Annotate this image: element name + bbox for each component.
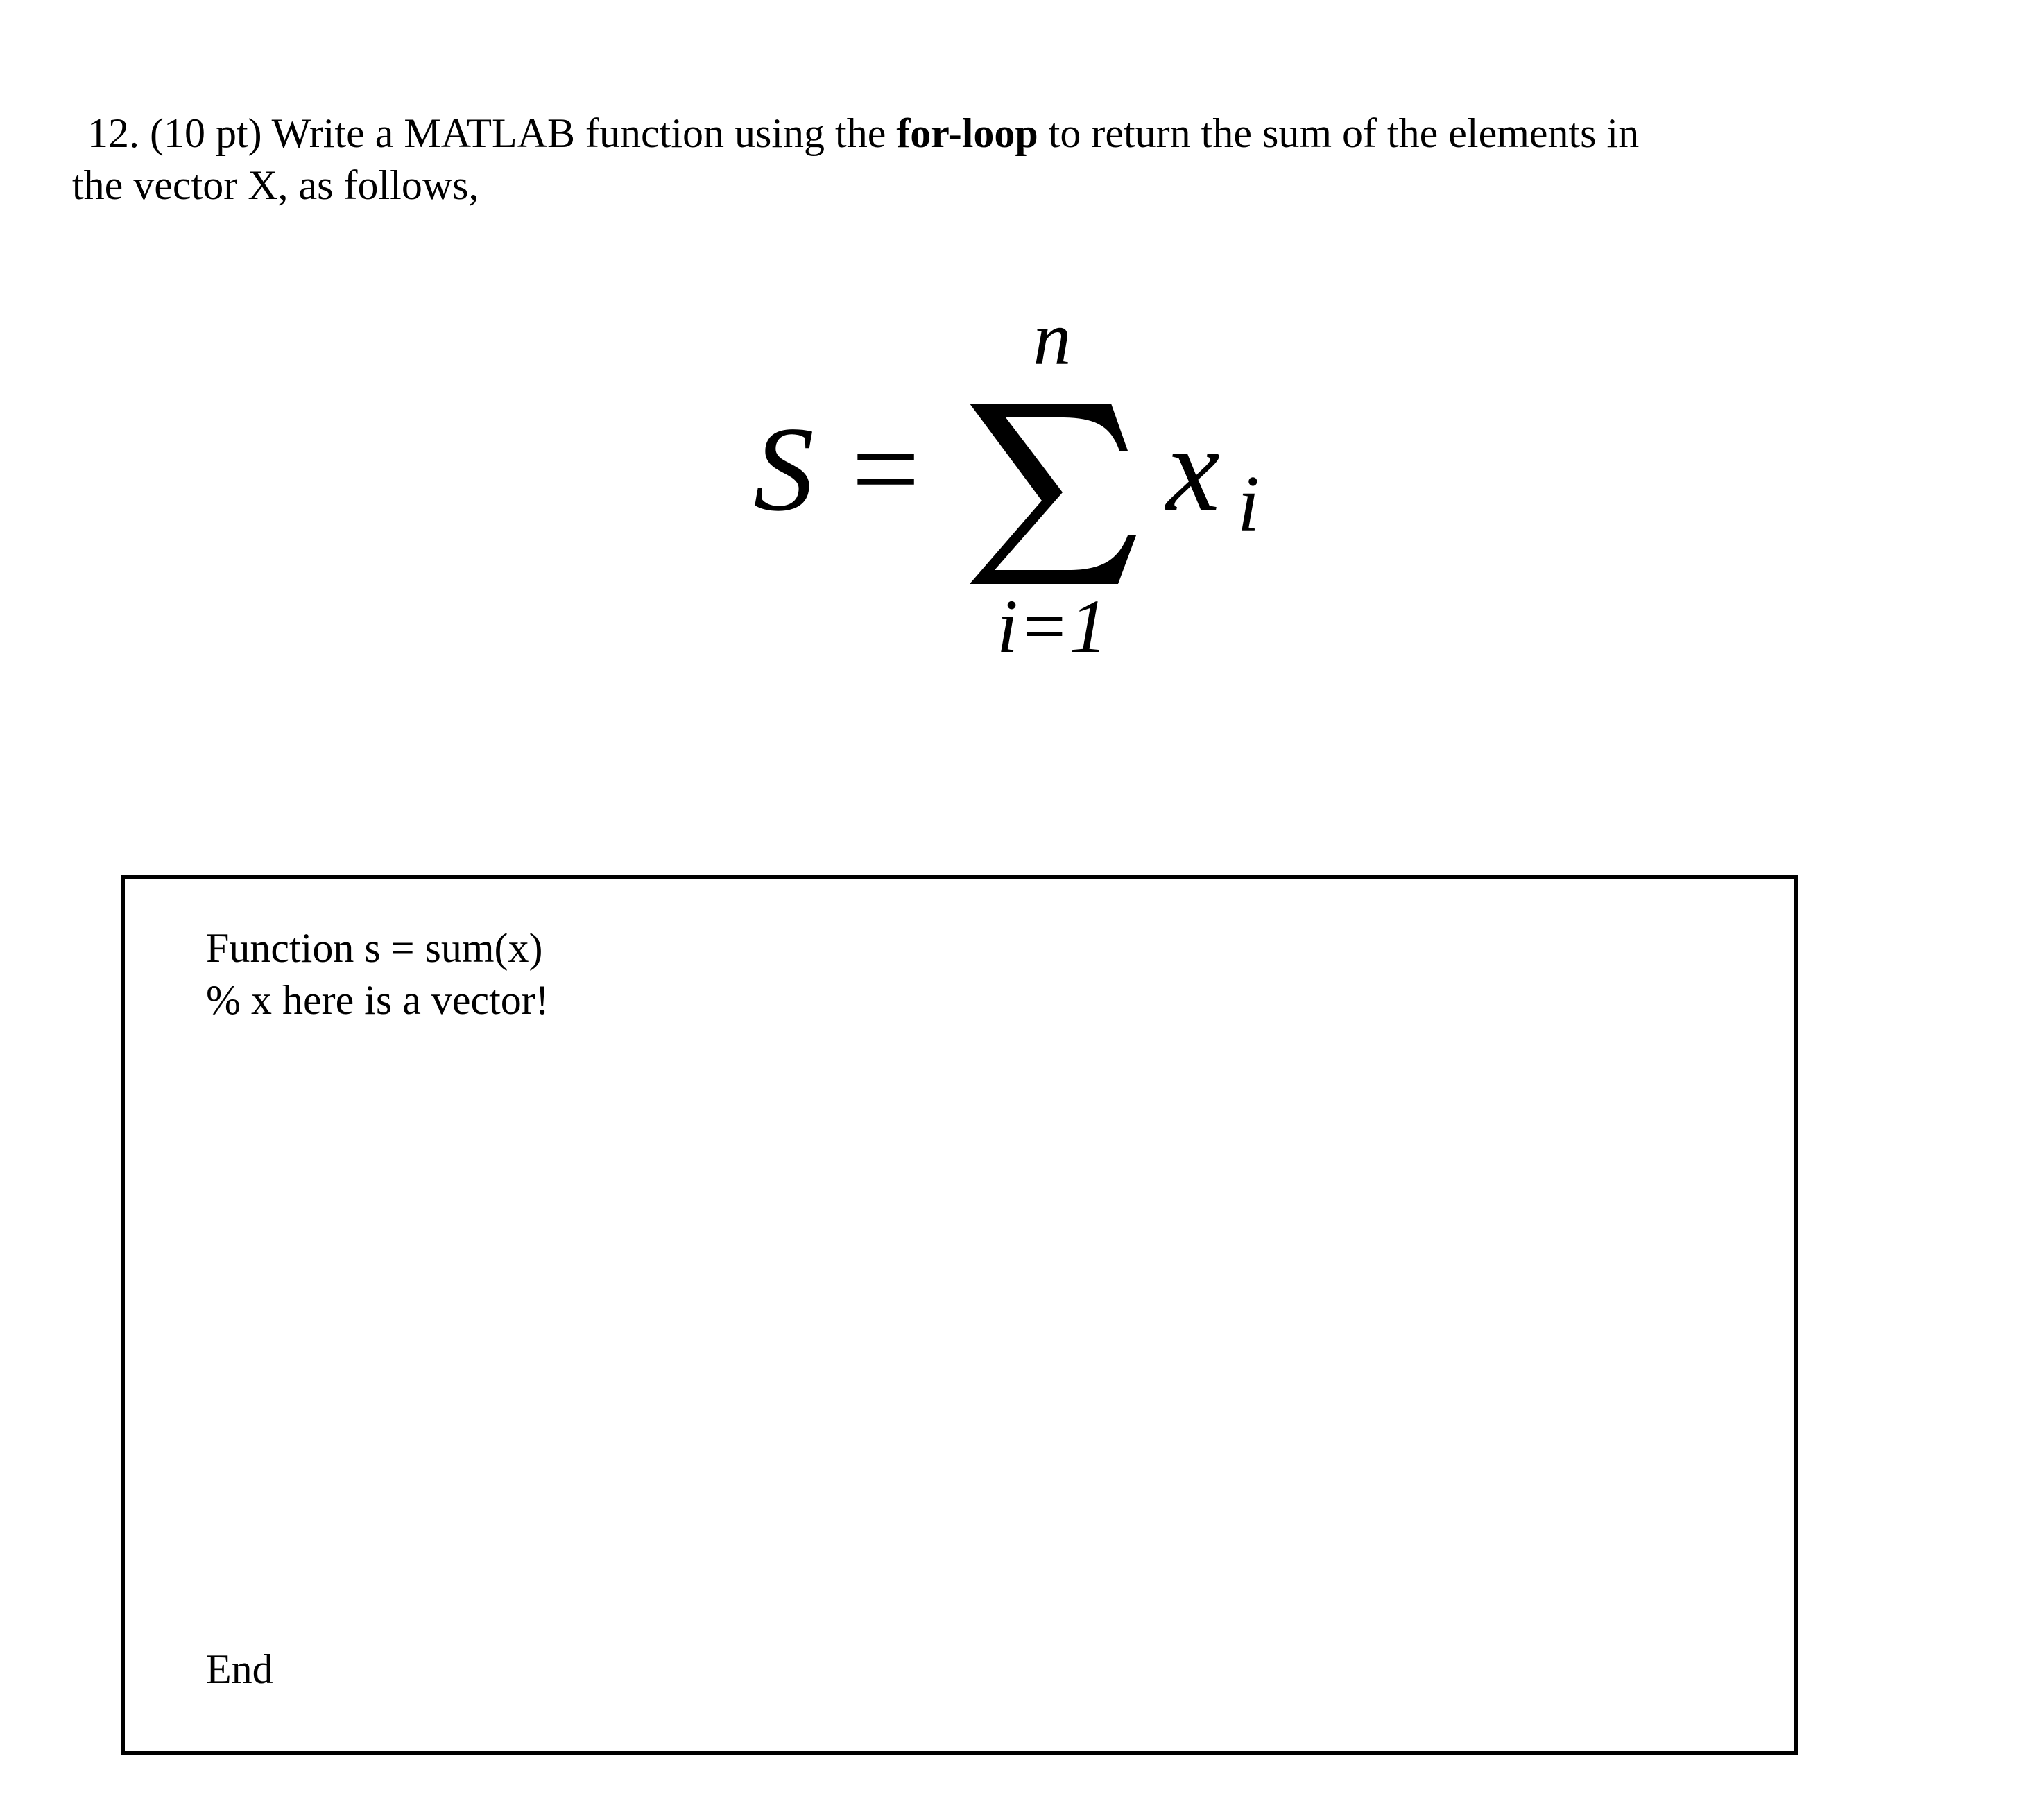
code-comment-line: % x here is a vector! [206,977,549,1023]
formula-upper-limit: n [1033,296,1072,381]
question-text-before: Write a MATLAB function using the [271,110,886,156]
formula-lhs: S [753,402,814,536]
formula-lower-limit: i=1 [997,584,1108,669]
question-bold-term: for-loop [896,110,1038,156]
answer-box[interactable] [121,875,1798,1755]
code-function-line: Function s = sum(x) [206,925,543,971]
sum-formula [714,284,1339,673]
formula-equals: = [851,402,920,536]
question-points: (10 pt) [150,110,262,156]
sigma-icon [970,404,1136,584]
question-text-after: to return the sum of the elements in [1048,110,1640,156]
question-line-2: the vector X, as follows, [72,162,479,208]
formula-term-subscript: i [1237,460,1260,548]
formula-term-base: x [1166,402,1220,536]
question-line-1 [72,107,1848,160]
code-end-line: End [206,1646,273,1692]
question-number: 12. [87,110,139,156]
question-text [72,107,1848,212]
